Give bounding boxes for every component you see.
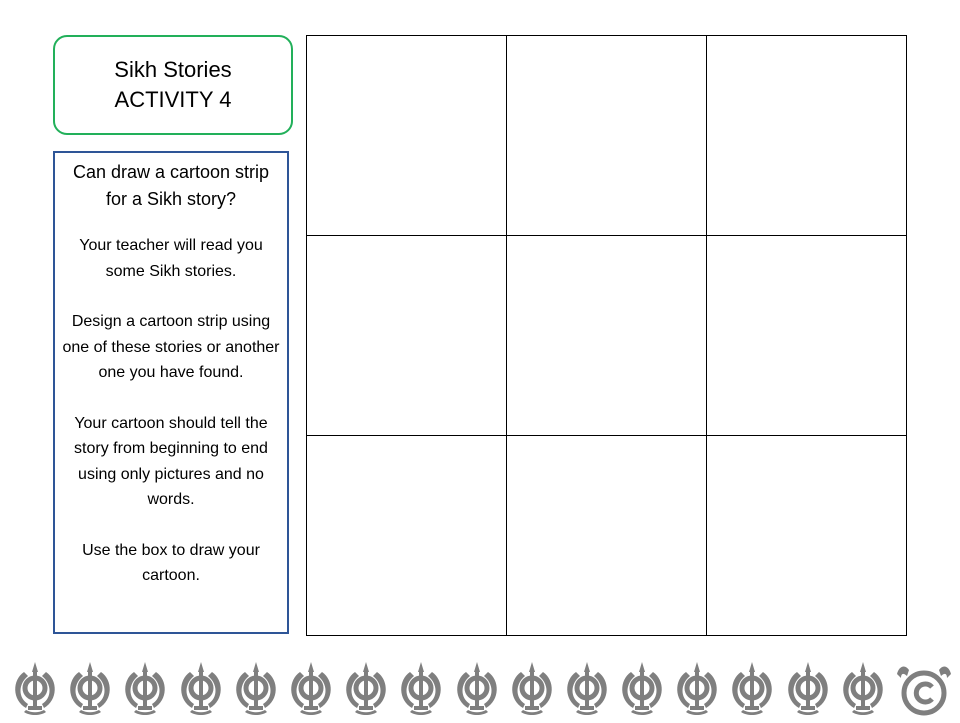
khanda-icon xyxy=(507,660,557,718)
khanda-icon xyxy=(838,660,888,718)
cartoon-grid xyxy=(306,35,907,636)
instructions-box xyxy=(53,151,289,634)
khanda-icon xyxy=(341,660,391,718)
instructions-paragraph: Use the box to draw your cartoon. xyxy=(82,541,260,584)
khanda-icon xyxy=(617,660,667,718)
khanda-icon xyxy=(120,660,170,718)
khanda-icon xyxy=(727,660,777,718)
cartoon-panel-1[interactable] xyxy=(307,36,507,236)
khanda-icon xyxy=(65,660,115,718)
cartoon-panel-5[interactable] xyxy=(507,236,707,436)
instructions-question: Can draw a cartoon strip for a Sikh story? xyxy=(72,162,270,209)
cartoon-panel-8[interactable] xyxy=(507,436,707,636)
khanda-icon xyxy=(231,660,281,718)
title-box xyxy=(53,35,293,135)
khanda-icon xyxy=(396,660,446,718)
cartoon-panel-4[interactable] xyxy=(307,236,507,436)
khanda-icon xyxy=(783,660,833,718)
title-line-2: ACTIVITY 4 xyxy=(114,87,232,112)
footer-icon-strip xyxy=(10,658,955,720)
instructions-paragraph: Your teacher will read you some Sikh stories. xyxy=(79,237,263,280)
khanda-icon xyxy=(176,660,226,718)
khanda-icon xyxy=(10,660,60,718)
cartoon-panel-2[interactable] xyxy=(507,36,707,236)
cartoon-panel-3[interactable] xyxy=(707,36,907,236)
title-line-1: Sikh Stories xyxy=(114,57,232,82)
instructions-paragraph: Design a cartoon strip using one of these stories or another one you have found. xyxy=(62,313,280,381)
khanda-icon xyxy=(672,660,722,718)
cartoon-panel-6[interactable] xyxy=(707,236,907,436)
khanda-icon xyxy=(452,660,502,718)
instructions-paragraph: Your cartoon should tell the story from beginning to end using only pictures and no words. xyxy=(74,414,268,508)
khanda-icon xyxy=(286,660,336,718)
copyright-icon xyxy=(893,660,955,718)
khanda-icon xyxy=(562,660,612,718)
cartoon-panel-9[interactable] xyxy=(707,436,907,636)
cartoon-panel-7[interactable] xyxy=(307,436,507,636)
